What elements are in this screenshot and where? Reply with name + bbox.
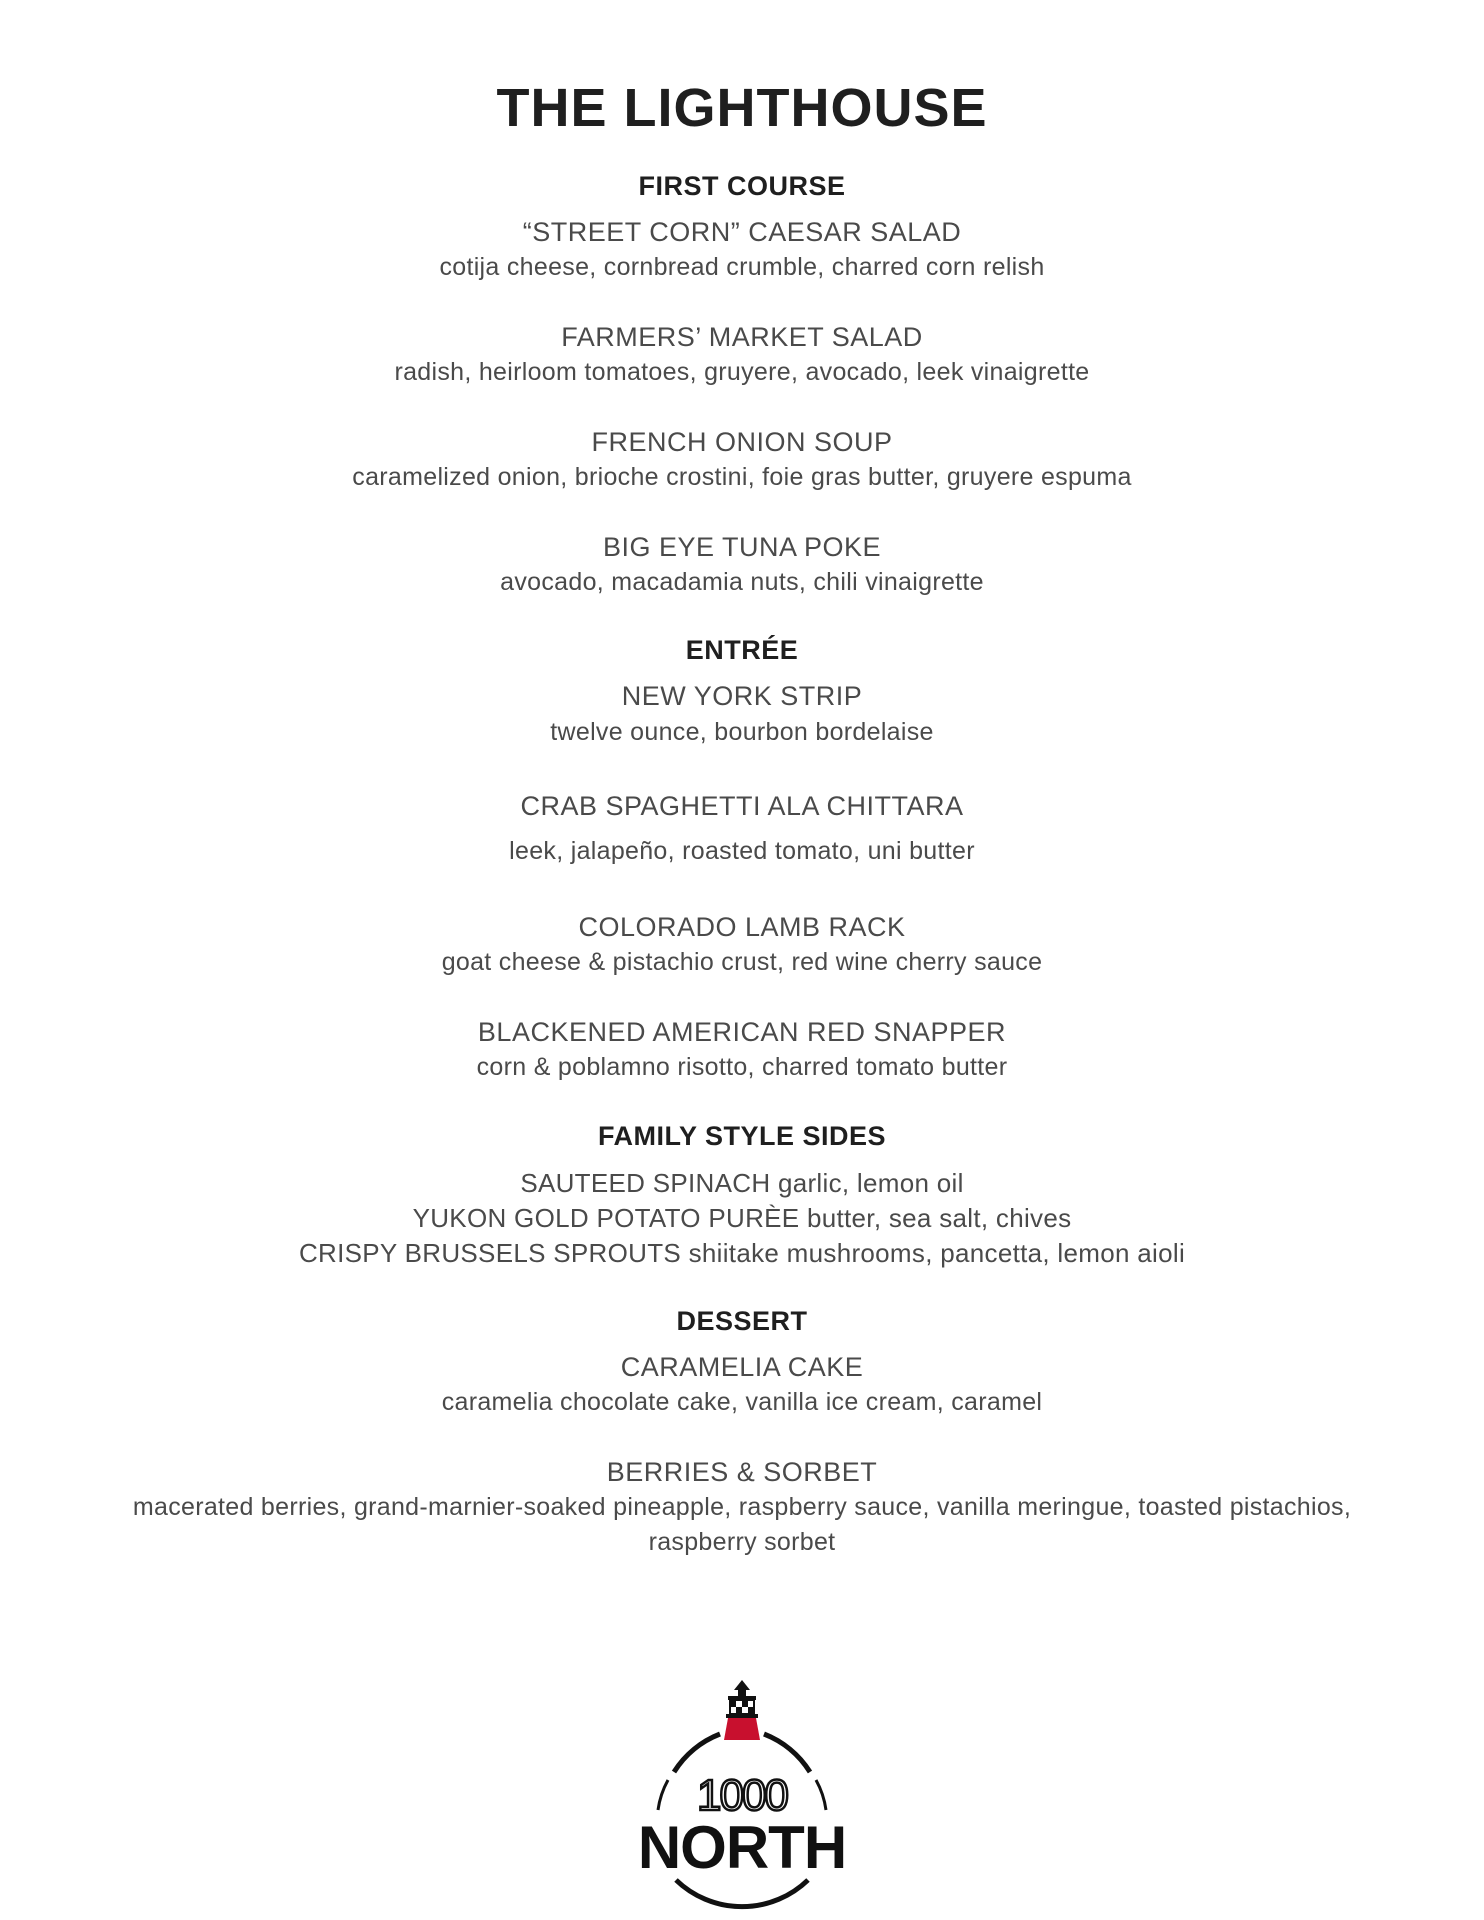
section-heading-entree: ENTRÉE — [685, 635, 799, 665]
logo-word: NORTH — [637, 1814, 847, 1881]
side-dish-name: YUKON GOLD POTATO PURÈE — [412, 1203, 800, 1233]
dish-description: goat cheese & pistachio crust, red wine cherry sauce — [441, 948, 1043, 976]
side-dish-name: SAUTEED SPINACH — [520, 1168, 771, 1198]
dish-name: COLORADO LAMB RACK — [578, 912, 906, 942]
lighthouse-icon — [724, 1680, 760, 1740]
section-heading-sides: FAMILY STYLE SIDES — [597, 1121, 887, 1151]
side-dish-description: garlic, lemon oil — [777, 1168, 964, 1198]
dish-description: macerated berries, grand-marnier-soaked pineapple, raspberry sauce, vanilla meringue, toasted pistachios, — [132, 1493, 1352, 1521]
dish-description: twelve ounce, bourbon bordelaise — [550, 718, 934, 746]
dish-name: CRAB SPAGHETTI ALA CHITTARA — [520, 791, 964, 821]
dish-description: radish, heirloom tomatoes, gruyere, avocado, leek vinaigrette — [394, 358, 1090, 386]
dish-description: leek, jalapeño, roasted tomato, uni butter — [509, 837, 975, 865]
dish-name: BIG EYE TUNA POKE — [602, 532, 882, 562]
side-dish — [0, 1165, 1484, 1201]
side-dish-description: shiitake mushrooms, pancetta, lemon aioli — [688, 1238, 1186, 1268]
menu-title: THE LIGHTHOUSE — [496, 78, 988, 138]
dish-description: caramelized onion, brioche crostini, foie gras butter, gruyere espuma — [352, 463, 1132, 491]
1000-north-logo — [622, 1680, 862, 1920]
section-heading-first-course: FIRST COURSE — [638, 171, 846, 201]
section-heading-dessert: DESSERT — [676, 1306, 808, 1336]
dish-name: FRENCH ONION SOUP — [591, 427, 893, 457]
dish-name: BERRIES & SORBET — [606, 1457, 878, 1487]
dish-name: FARMERS’ MARKET SALAD — [561, 322, 923, 352]
dish-description: corn & poblamno risotto, charred tomato butter — [476, 1053, 1008, 1081]
dish-description: caramelia chocolate cake, vanilla ice cream, caramel — [441, 1388, 1043, 1416]
dish-name: NEW YORK STRIP — [621, 681, 863, 711]
side-dish — [0, 1200, 1484, 1236]
side-dish-description: butter, sea salt, chives — [806, 1203, 1072, 1233]
dish-name: “STREET CORN” CAESAR SALAD — [522, 217, 962, 247]
side-dish-name: CRISPY BRUSSELS SPROUTS — [298, 1238, 682, 1268]
dish-description-continued: raspberry sorbet — [648, 1528, 836, 1556]
dish-description: avocado, macadamia nuts, chili vinaigrette — [500, 568, 984, 596]
logo-number: 1000 — [697, 1771, 787, 1820]
lighthouse-red-band — [724, 1718, 760, 1740]
dish-name: CARAMELIA CAKE — [620, 1352, 864, 1382]
side-dish — [0, 1235, 1484, 1271]
dish-description: cotija cheese, cornbread crumble, charred corn relish — [439, 253, 1045, 281]
dish-name: BLACKENED AMERICAN RED SNAPPER — [477, 1017, 1007, 1047]
